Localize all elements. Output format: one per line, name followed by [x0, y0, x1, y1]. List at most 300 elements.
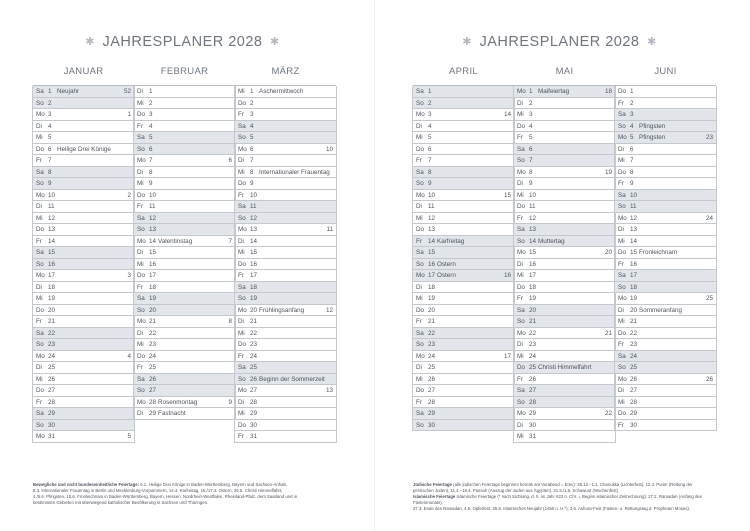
week-number: 23	[705, 134, 713, 141]
day-row[interactable]	[514, 328, 615, 340]
day-row[interactable]	[235, 293, 336, 305]
day-row[interactable]	[514, 282, 615, 294]
day-number: 6	[250, 145, 254, 153]
day-row[interactable]	[33, 121, 134, 133]
day-row[interactable]	[514, 224, 615, 236]
day-row[interactable]	[33, 224, 134, 236]
star-icon: ✱	[647, 36, 657, 48]
day-row[interactable]	[615, 201, 716, 213]
day-row[interactable]	[615, 213, 716, 225]
day-number: 29	[149, 410, 157, 417]
day-row[interactable]	[134, 155, 235, 167]
day-row[interactable]	[615, 109, 716, 121]
day-row[interactable]	[235, 155, 336, 167]
day-row[interactable]	[615, 247, 716, 259]
day-row[interactable]	[413, 397, 514, 409]
day-row[interactable]	[615, 167, 716, 179]
day-row[interactable]	[33, 155, 134, 167]
day-row[interactable]	[615, 362, 716, 374]
day-row[interactable]	[615, 374, 716, 386]
day-row[interactable]	[615, 385, 716, 397]
week-number: 6	[228, 157, 232, 164]
day-number: 16	[630, 260, 638, 268]
day-number: 14	[149, 237, 157, 245]
day-row[interactable]	[615, 121, 716, 133]
day-row[interactable]	[134, 374, 235, 386]
day-row[interactable]	[134, 213, 235, 225]
day-number: 12	[630, 214, 638, 222]
day-row[interactable]	[235, 121, 336, 133]
day-number: 3	[250, 111, 254, 118]
day-number: 10	[428, 191, 436, 199]
day-row[interactable]	[134, 339, 235, 351]
day-row[interactable]	[514, 316, 615, 328]
day-row[interactable]	[33, 270, 134, 282]
week-number: 15	[503, 191, 511, 199]
weekday-label: Mi	[517, 191, 524, 199]
day-number: 12	[250, 214, 258, 222]
weekday-label: Mo	[238, 145, 247, 153]
day-row[interactable]	[33, 201, 134, 213]
day-row[interactable]	[615, 259, 716, 271]
day-row[interactable]	[134, 144, 235, 156]
weekday-label: Mo	[36, 272, 45, 279]
event-label: Valentinstag	[158, 237, 193, 245]
day-number: 4	[630, 122, 634, 130]
day-row[interactable]	[33, 213, 134, 225]
day-row[interactable]	[413, 98, 514, 110]
weekday-label: Sa	[137, 375, 145, 383]
day-number: 2	[529, 99, 533, 107]
day-row[interactable]	[413, 224, 514, 236]
day-row[interactable]	[235, 132, 336, 144]
day-row[interactable]	[514, 109, 615, 121]
day-row[interactable]	[514, 362, 615, 374]
day-row[interactable]	[514, 374, 615, 386]
weekday-label: Do	[416, 145, 425, 153]
day-row[interactable]	[615, 305, 716, 317]
day-row[interactable]	[413, 305, 514, 317]
day-row[interactable]	[514, 408, 615, 420]
day-number: 14	[630, 237, 638, 245]
day-row[interactable]	[615, 155, 716, 167]
day-number: 9	[149, 180, 153, 187]
weekday-label: Mo	[137, 237, 146, 245]
day-row[interactable]	[615, 293, 716, 305]
day-row[interactable]	[235, 213, 336, 225]
day-row[interactable]	[134, 385, 235, 397]
day-row[interactable]	[33, 316, 134, 328]
day-row[interactable]	[514, 259, 615, 271]
weekday-label: Do	[238, 260, 247, 268]
day-number: 5	[630, 134, 634, 141]
month-heading: JUNI	[654, 66, 677, 77]
day-row[interactable]	[615, 397, 716, 409]
day-row[interactable]	[615, 316, 716, 328]
day-row[interactable]	[615, 98, 716, 110]
day-row[interactable]	[235, 86, 336, 98]
day-number: 4	[529, 122, 533, 130]
column-border	[513, 86, 514, 443]
day-row[interactable]	[33, 408, 134, 420]
day-number: 29	[428, 410, 436, 417]
day-row[interactable]	[235, 201, 336, 213]
day-number: 14	[48, 237, 56, 245]
day-row[interactable]	[514, 132, 615, 144]
day-row[interactable]	[615, 339, 716, 351]
weekday-label: Mo	[416, 272, 425, 279]
month-column	[235, 85, 336, 443]
day-number: 2	[149, 99, 153, 107]
day-number: 19	[529, 295, 537, 302]
day-number: 11	[149, 203, 156, 210]
day-number: 27	[630, 387, 638, 394]
day-row[interactable]	[615, 144, 716, 156]
week-number: 19	[604, 168, 612, 176]
day-row[interactable]	[33, 351, 134, 363]
month-column	[514, 85, 615, 443]
day-row[interactable]	[413, 132, 514, 144]
day-row[interactable]	[413, 236, 514, 248]
day-number: 24	[149, 352, 157, 360]
day-row[interactable]	[235, 259, 336, 271]
day-row[interactable]	[615, 86, 716, 98]
event-label: Neujahr	[57, 88, 80, 95]
day-row[interactable]	[134, 201, 235, 213]
weekday-label: Do	[137, 272, 146, 279]
day-row[interactable]	[514, 144, 615, 156]
day-row[interactable]	[134, 121, 235, 133]
day-row[interactable]	[134, 132, 235, 144]
week-number: 2	[127, 191, 131, 199]
day-row[interactable]	[33, 305, 134, 317]
day-row[interactable]	[235, 167, 336, 179]
day-row[interactable]	[413, 408, 514, 420]
day-row[interactable]	[514, 201, 615, 213]
day-row[interactable]	[134, 328, 235, 340]
day-number: 17	[250, 272, 258, 279]
weekday-label: Sa	[416, 88, 424, 95]
day-row[interactable]	[235, 374, 336, 386]
day-row[interactable]	[514, 431, 615, 443]
day-row[interactable]	[33, 109, 134, 121]
day-row[interactable]	[413, 190, 514, 202]
day-row[interactable]	[134, 178, 235, 190]
day-row[interactable]	[134, 167, 235, 179]
day-number: 28	[428, 398, 436, 406]
day-row[interactable]	[514, 385, 615, 397]
day-row[interactable]	[134, 259, 235, 271]
day-row[interactable]	[514, 397, 615, 409]
day-row[interactable]	[33, 385, 134, 397]
weekday-label: Sa	[416, 410, 424, 417]
day-row[interactable]	[413, 213, 514, 225]
weekday-label: Do	[137, 191, 146, 199]
day-row[interactable]	[514, 121, 615, 133]
weekday-label: Sa	[238, 364, 246, 371]
day-row[interactable]	[134, 224, 235, 236]
day-row[interactable]	[413, 351, 514, 363]
day-row[interactable]	[615, 328, 716, 340]
day-row[interactable]	[134, 305, 235, 317]
day-row[interactable]	[235, 236, 336, 248]
weekday-label: Di	[137, 329, 143, 337]
day-number: 31	[48, 433, 56, 440]
day-row[interactable]	[413, 270, 514, 282]
day-number: 15	[630, 249, 638, 256]
weekday-label: Mo	[517, 249, 526, 256]
day-number: 4	[48, 122, 52, 130]
weekday-label: So	[137, 226, 145, 233]
day-row[interactable]	[33, 339, 134, 351]
weekday-label: So	[618, 203, 626, 210]
event-label: Ostern	[437, 272, 456, 279]
day-row[interactable]	[33, 236, 134, 248]
day-row[interactable]	[235, 408, 336, 420]
day-row[interactable]	[134, 190, 235, 202]
day-row[interactable]	[235, 282, 336, 294]
day-row[interactable]	[235, 109, 336, 121]
day-number: 28	[250, 398, 258, 406]
day-row[interactable]	[235, 362, 336, 374]
day-row[interactable]	[134, 316, 235, 328]
day-row[interactable]	[413, 155, 514, 167]
day-row[interactable]	[235, 190, 336, 202]
weekday-label: Sa	[618, 272, 626, 279]
weekday-label: Sa	[517, 306, 525, 314]
weekday-label: So	[416, 421, 424, 429]
day-row[interactable]	[33, 328, 134, 340]
day-number: 19	[149, 295, 157, 302]
day-row[interactable]	[235, 385, 336, 397]
day-row[interactable]	[235, 247, 336, 259]
day-row[interactable]	[615, 190, 716, 202]
day-row[interactable]	[514, 305, 615, 317]
day-row[interactable]	[413, 121, 514, 133]
day-row[interactable]	[514, 270, 615, 282]
day-row[interactable]	[33, 86, 134, 98]
day-row[interactable]	[235, 431, 336, 443]
day-row[interactable]	[514, 178, 615, 190]
day-row[interactable]	[413, 385, 514, 397]
day-row[interactable]	[514, 213, 615, 225]
day-number: 7	[250, 157, 254, 164]
day-row[interactable]	[134, 293, 235, 305]
day-row[interactable]	[235, 339, 336, 351]
day-row[interactable]	[413, 109, 514, 121]
day-row[interactable]	[413, 316, 514, 328]
weekday-label: Mi	[618, 237, 625, 245]
day-row[interactable]	[615, 224, 716, 236]
day-number: 19	[428, 295, 436, 302]
day-row[interactable]	[134, 98, 235, 110]
day-row[interactable]	[235, 420, 336, 432]
weekday-label: Do	[618, 329, 627, 337]
day-row[interactable]	[413, 374, 514, 386]
day-row[interactable]	[33, 362, 134, 374]
month-column	[134, 85, 235, 420]
day-row[interactable]	[33, 397, 134, 409]
weekday-label: Sa	[238, 283, 246, 291]
day-number: 6	[630, 145, 634, 153]
day-number: 5	[48, 134, 52, 141]
day-number: 14	[250, 237, 258, 245]
weekday-label: Mi	[238, 410, 245, 417]
day-row[interactable]	[134, 86, 235, 98]
weekday-label: Di	[36, 364, 42, 371]
weekday-label: Mi	[137, 99, 144, 107]
month-heading: APRIL	[449, 66, 478, 77]
day-row[interactable]	[33, 167, 134, 179]
day-row[interactable]	[413, 339, 514, 351]
day-row[interactable]	[514, 167, 615, 179]
day-row[interactable]	[33, 420, 134, 432]
day-row[interactable]	[413, 247, 514, 259]
day-row[interactable]	[413, 293, 514, 305]
day-row[interactable]	[33, 282, 134, 294]
day-row[interactable]	[134, 109, 235, 121]
day-row[interactable]	[413, 420, 514, 432]
day-row[interactable]	[33, 144, 134, 156]
day-number: 7	[428, 157, 432, 164]
day-row[interactable]	[615, 351, 716, 363]
day-row[interactable]	[235, 178, 336, 190]
event-label: Pfingsten	[639, 134, 666, 141]
weekday-label: Do	[36, 145, 45, 153]
footnote-text: Islamische Feiertage (* nach Sichtung, d. h. im Jahr 622 n. Chr. = Beginn islamischer Zeitrechnung): 27.2. Ramadan (Anfang des Fastenmonats),	[413, 494, 702, 505]
day-row[interactable]	[413, 201, 514, 213]
day-row[interactable]	[33, 259, 134, 271]
day-number: 3	[630, 111, 634, 118]
day-number: 26	[428, 375, 436, 383]
day-row[interactable]	[134, 247, 235, 259]
day-row[interactable]	[235, 397, 336, 409]
weekday-label: So	[137, 145, 145, 153]
day-row[interactable]	[413, 328, 514, 340]
weekday-label: Sa	[36, 88, 44, 95]
day-row[interactable]	[33, 247, 134, 259]
day-number: 9	[48, 180, 52, 187]
weekday-label: Do	[36, 306, 45, 314]
day-row[interactable]	[235, 305, 336, 317]
day-number: 24	[428, 352, 436, 360]
day-row[interactable]	[413, 362, 514, 374]
weekday-label: Di	[416, 364, 422, 371]
day-row[interactable]	[134, 236, 235, 248]
day-row[interactable]	[413, 282, 514, 294]
weekday-label: Mo	[238, 306, 247, 314]
weekday-label: Di	[137, 88, 143, 95]
day-row[interactable]	[33, 98, 134, 110]
column-border	[716, 86, 717, 431]
day-number: 27	[149, 387, 157, 394]
day-number: 24	[250, 352, 258, 360]
day-row[interactable]	[514, 155, 615, 167]
day-number: 13	[630, 226, 638, 233]
day-row[interactable]	[615, 132, 716, 144]
weekday-label: Do	[238, 180, 247, 187]
weekday-label: Mo	[238, 226, 247, 233]
day-row[interactable]	[514, 86, 615, 98]
column-border	[336, 86, 337, 443]
day-number: 25	[529, 364, 537, 371]
day-row[interactable]	[615, 282, 716, 294]
day-row[interactable]	[134, 282, 235, 294]
day-row[interactable]	[514, 339, 615, 351]
day-number: 29	[529, 410, 537, 417]
day-number: 1	[630, 88, 634, 95]
week-number: 4	[127, 352, 131, 360]
day-row[interactable]	[615, 178, 716, 190]
day-row[interactable]	[514, 351, 615, 363]
weekday-label: Mo	[517, 329, 526, 337]
weekday-label: Fr	[416, 398, 422, 406]
day-row[interactable]	[413, 167, 514, 179]
day-number: 26	[48, 375, 56, 383]
day-row[interactable]	[514, 236, 615, 248]
day-row[interactable]	[615, 270, 716, 282]
day-number: 11	[529, 203, 536, 210]
day-row[interactable]	[33, 178, 134, 190]
day-row[interactable]	[235, 98, 336, 110]
day-row[interactable]	[33, 132, 134, 144]
day-number: 18	[48, 283, 56, 291]
day-row[interactable]	[413, 144, 514, 156]
day-row[interactable]	[235, 224, 336, 236]
day-number: 22	[630, 329, 638, 337]
day-row[interactable]	[615, 420, 716, 432]
day-row[interactable]	[235, 316, 336, 328]
day-number: 20	[428, 306, 436, 314]
day-row[interactable]	[413, 259, 514, 271]
day-row[interactable]	[413, 178, 514, 190]
weekday-label: So	[517, 318, 525, 325]
day-row[interactable]	[134, 351, 235, 363]
day-row[interactable]	[33, 374, 134, 386]
day-row[interactable]	[235, 328, 336, 340]
day-row[interactable]	[413, 86, 514, 98]
week-number: 8	[228, 318, 232, 325]
day-row[interactable]	[33, 190, 134, 202]
day-row[interactable]	[235, 270, 336, 282]
month-heading: JANUAR	[63, 66, 104, 77]
day-number: 5	[149, 134, 153, 141]
day-row[interactable]	[33, 431, 134, 443]
day-row[interactable]	[134, 397, 235, 409]
day-row[interactable]	[235, 144, 336, 156]
day-row[interactable]	[33, 293, 134, 305]
day-row[interactable]	[235, 351, 336, 363]
footnote-line: 6.1. Heilige Drei Könige in Baden-Württemberg, Bayern und Sachsen-Anhalt,	[140, 482, 287, 487]
day-row[interactable]	[514, 190, 615, 202]
day-row[interactable]	[615, 236, 716, 248]
weekday-label: So	[36, 341, 44, 348]
day-number: 30	[630, 421, 638, 429]
day-row[interactable]	[615, 408, 716, 420]
day-number: 26	[250, 375, 258, 383]
day-row[interactable]	[514, 293, 615, 305]
day-row[interactable]	[514, 98, 615, 110]
weekday-label: Di	[36, 122, 42, 130]
day-row[interactable]	[514, 247, 615, 259]
weekday-label: Do	[517, 122, 526, 130]
day-row[interactable]	[134, 270, 235, 282]
day-row[interactable]	[134, 362, 235, 374]
day-row[interactable]	[134, 408, 235, 420]
day-row[interactable]	[514, 420, 615, 432]
weekday-label: Di	[517, 180, 523, 187]
weekday-label: Mi	[517, 352, 524, 360]
